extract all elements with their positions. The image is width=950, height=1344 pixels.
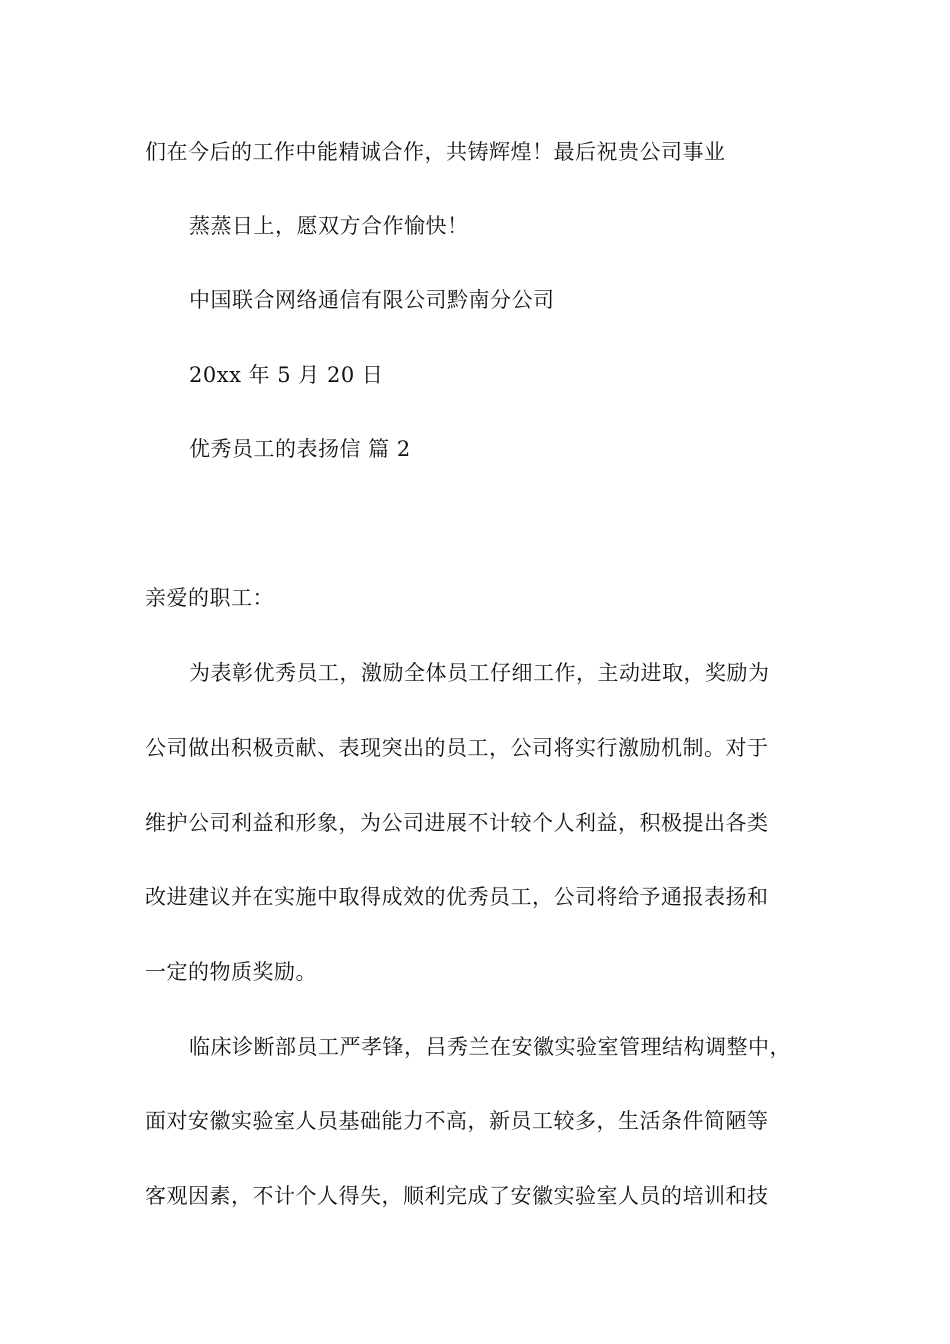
paragraph-line: 面对安徽实验室人员基础能力不高，新员工较多，生活条件简陋等 [145,1109,769,1133]
paragraph-line: 公司做出积极贡献、表现突出的员工，公司将实行激励机制。对于 [145,736,769,760]
paragraph-line: 为表彰优秀员工，激励全体员工仔细工作，主动进取，奖励为 [189,661,770,685]
company-signature: 中国联合网络通信有限公司黔南分公司 [189,288,555,312]
paragraph-line: 改进建议并在实施中取得成效的优秀员工，公司将给予通报表扬和 [145,885,769,909]
section-title: 优秀员工的表扬信 篇 2 [189,437,411,461]
salutation: 亲爱的职工： [145,586,274,610]
paragraph-line: 一定的物质奖励。 [145,960,317,984]
paragraph-line: 蒸蒸日上，愿双方合作愉快！ [189,214,469,238]
paragraph-line: 维护公司利益和形象，为公司进展不计较个人利益，积极提出各类 [145,811,769,835]
paragraph-line: 客观因素，不计个人得失，顺利完成了安徽实验室人员的培训和技 [145,1184,769,1208]
paragraph-line: 们在今后的工作中能精诚合作，共铸辉煌！最后祝贵公司事业 [145,140,726,164]
letter-date: 20xx 年 5 月 20 日 [189,363,384,387]
paragraph-line: 临床诊断部员工严孝锋，吕秀兰在安徽实验室管理结构调整中， [189,1035,791,1059]
